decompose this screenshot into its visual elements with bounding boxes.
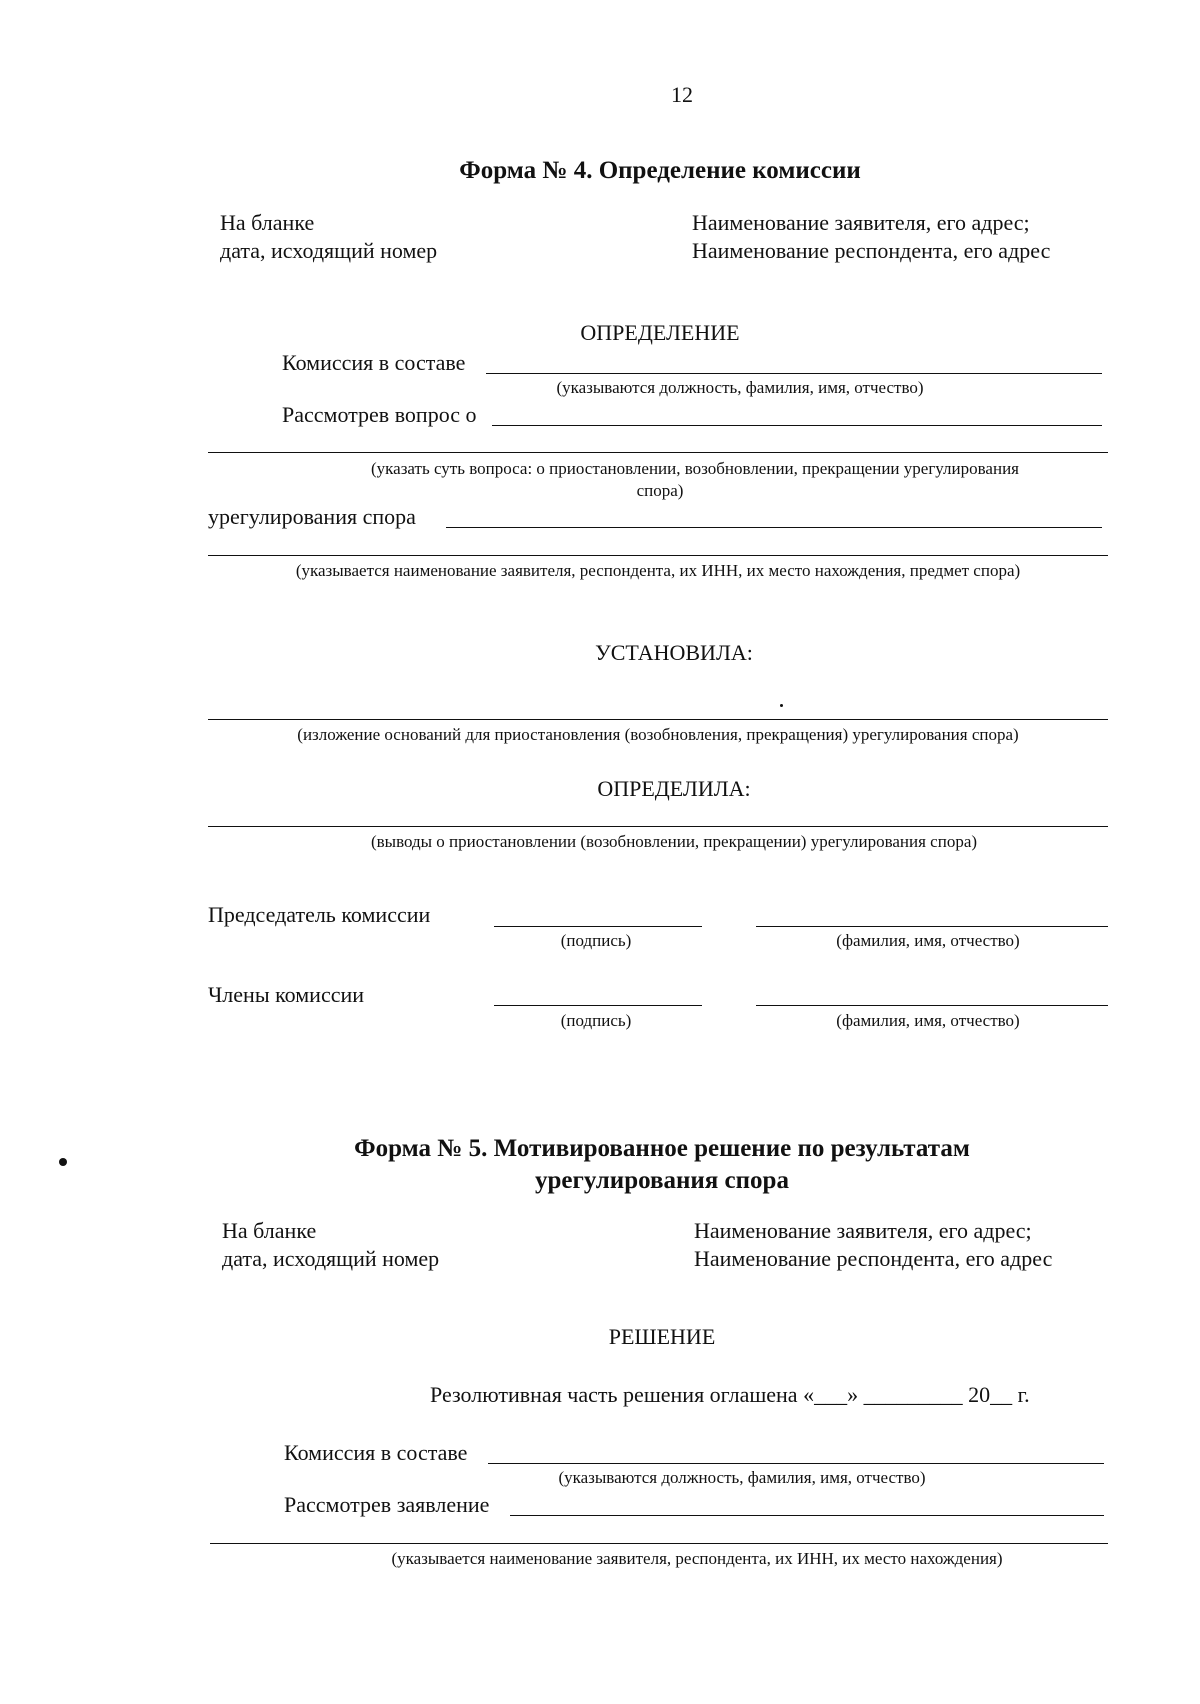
margin-dot [59,1158,67,1166]
form5-considered-line [510,1515,1104,1516]
form4-determined-line [208,826,1108,827]
form5-left-header-line1: На бланке [222,1218,317,1243]
form5-title-line2: урегулирования спора [535,1167,789,1194]
form5-right-header-line1: Наименование заявителя, его адрес; [694,1218,1032,1243]
form4-considered-line [492,425,1102,426]
form5-right-header-line2: Наименование респондента, его адрес [694,1246,1053,1271]
form5-applicant-line [210,1543,1108,1544]
form5-commission-line [488,1463,1104,1464]
page-number: 12 [671,82,693,107]
form4-question-hint-line2: спора) [636,481,684,500]
form4-left-header-line2: дата, исходящий номер [220,238,438,263]
form5-title-line1: Форма № 5. Мотивированное решение по результатам [354,1135,970,1162]
form4-title: Форма № 4. Определение комиссии [459,157,861,184]
form4-left-header-line1: На бланке [220,210,315,235]
form4-question-line [208,452,1108,453]
form4-question-hint-line1: (указать суть вопроса: о приостановлении, возобновлении, прекращении урегулирования [371,459,1019,478]
form5-applicant-hint: (указывается наименование заявителя, респондента, их ИНН, их место нахождения) [391,1549,1003,1568]
form4-chairman-label: Председатель комиссии [208,902,431,927]
form4-established-hint: (изложение оснований для приостановления (возобновления, прекращения) урегулирования спора) [297,725,1019,744]
form4-doc-title: ОПРЕДЕЛЕНИЕ [580,320,740,345]
form4-established-heading: УСТАНОВИЛА: [595,640,753,665]
form4-chairman-name-hint: (фамилия, имя, отчество) [836,931,1020,950]
form4-right-header-line1: Наименование заявителя, его адрес; [692,210,1030,235]
form5-commission-hint: (указываются должность, фамилия, имя, отчество) [558,1468,926,1487]
form5-commission-label: Комиссия в составе [284,1440,468,1465]
form4-dispute-line [446,527,1102,528]
form4-established-line [208,719,1108,720]
form4-dispute-label: урегулирования спора [208,504,416,529]
form4-members-name-hint: (фамилия, имя, отчество) [836,1011,1020,1030]
form4-right-header-line2: Наименование респондента, его адрес [692,238,1051,263]
form5-considered-label: Рассмотрев заявление [284,1492,490,1517]
form4-commission-hint: (указываются должность, фамилия, имя, отчество) [556,378,924,397]
form4-considered-label: Рассмотрев вопрос о [282,402,477,427]
form4-dispute-hint: (указывается наименование заявителя, респондента, их ИНН, их место нахождения, предмет спора) [295,561,1021,580]
form4-determined-hint: (выводы о приостановлении (возобновлении, прекращении) урегулирования спора) [370,832,978,851]
stray-dot [780,704,783,707]
form4-dispute-line-2 [208,555,1108,556]
form4-commission-label: Комиссия в составе [282,350,466,375]
form4-members-signature-hint: (подпись) [560,1011,632,1030]
form4-determined-heading: ОПРЕДЕЛИЛА: [597,776,751,801]
form4-chairman-signature-hint: (подпись) [560,931,632,950]
form4-chairman-signature-line [494,926,702,927]
form4-members-label: Члены комиссии [208,982,365,1007]
form5-doc-title: РЕШЕНИЕ [608,1324,716,1349]
form4-commission-line [486,373,1102,374]
form4-members-signature-line [494,1005,702,1006]
form5-left-header-line2: дата, исходящий номер [222,1246,440,1271]
form5-operative-part: Резолютивная часть решения оглашена «___» _________ 20__ г. [430,1382,1030,1407]
form4-members-name-line [756,1005,1108,1006]
form4-chairman-name-line [756,926,1108,927]
